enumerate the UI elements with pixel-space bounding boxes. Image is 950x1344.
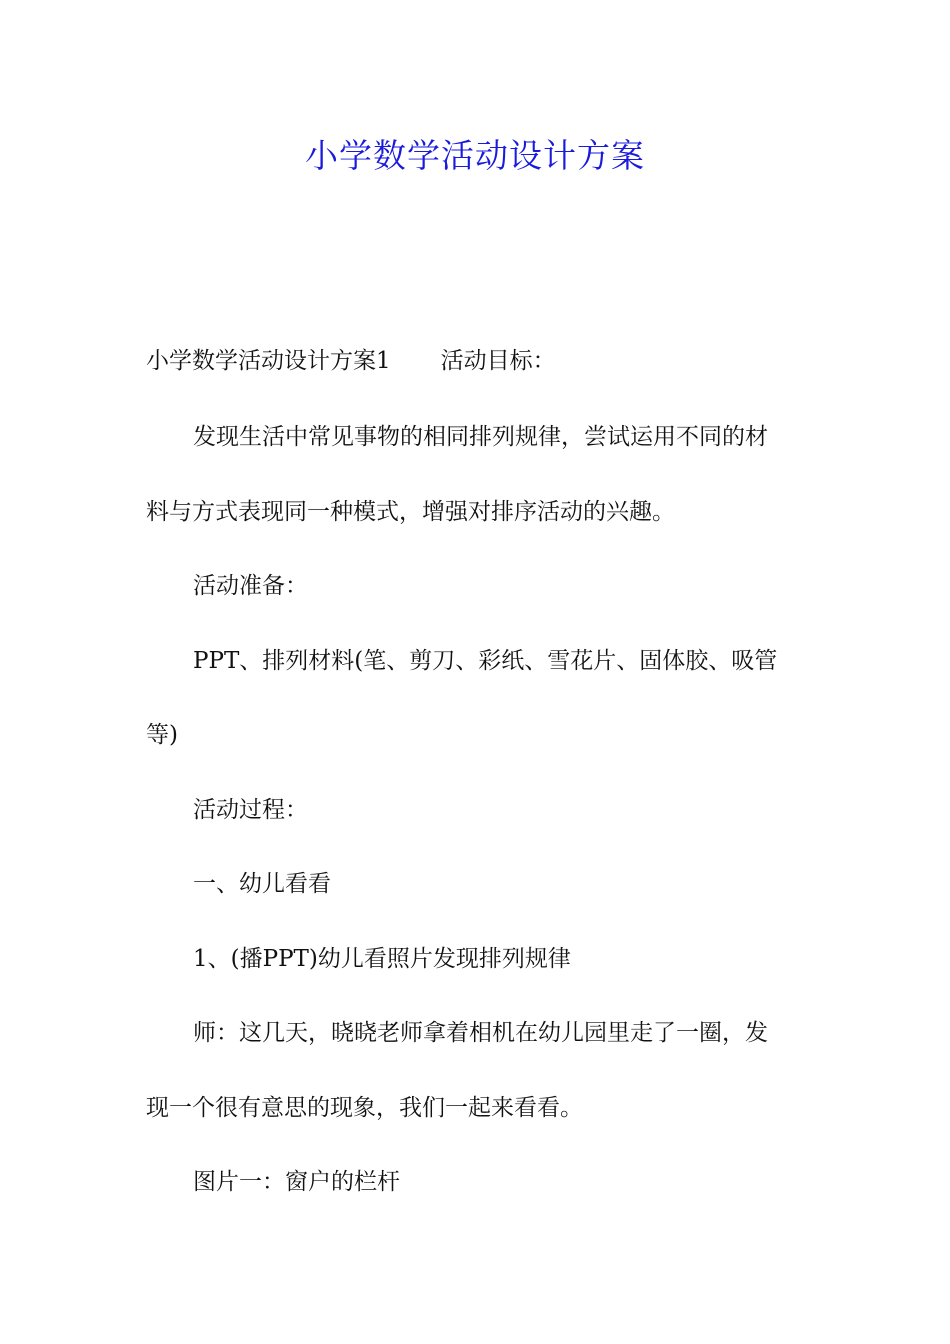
paragraph-line: 现一个很有意思的现象，我们一起来看看。 <box>146 1095 583 1121</box>
paragraph-line: 发现生活中常见事物的相同排列规律，尝试运用不同的材 <box>193 424 768 450</box>
paragraph-line: 等) <box>146 722 178 748</box>
section-label: 活动过程： <box>193 797 308 823</box>
paragraph-line: 一、幼儿看看 <box>193 871 331 897</box>
document-title: 小学数学活动设计方案 <box>305 136 645 175</box>
activity-goal-label: 活动目标： <box>440 348 556 374</box>
paragraph-line: PPT、排列材料(笔、剪刀、彩纸、雪花片、固体胶、吸管 <box>193 648 778 674</box>
paragraph-line: 1、(播PPT)幼儿看照片发现排列规律 <box>193 946 571 972</box>
section-label: 活动准备： <box>193 573 308 599</box>
section-title: 小学数学活动设计方案1 <box>146 348 391 374</box>
section-heading-line <box>146 346 806 376</box>
paragraph-line: 料与方式表现同一种模式，增强对排序活动的兴趣。 <box>146 499 675 525</box>
paragraph-line: 图片一：窗户的栏杆 <box>193 1169 400 1195</box>
paragraph-line: 师：这几天，晓晓老师拿着相机在幼儿园里走了一圈，发 <box>193 1020 768 1046</box>
